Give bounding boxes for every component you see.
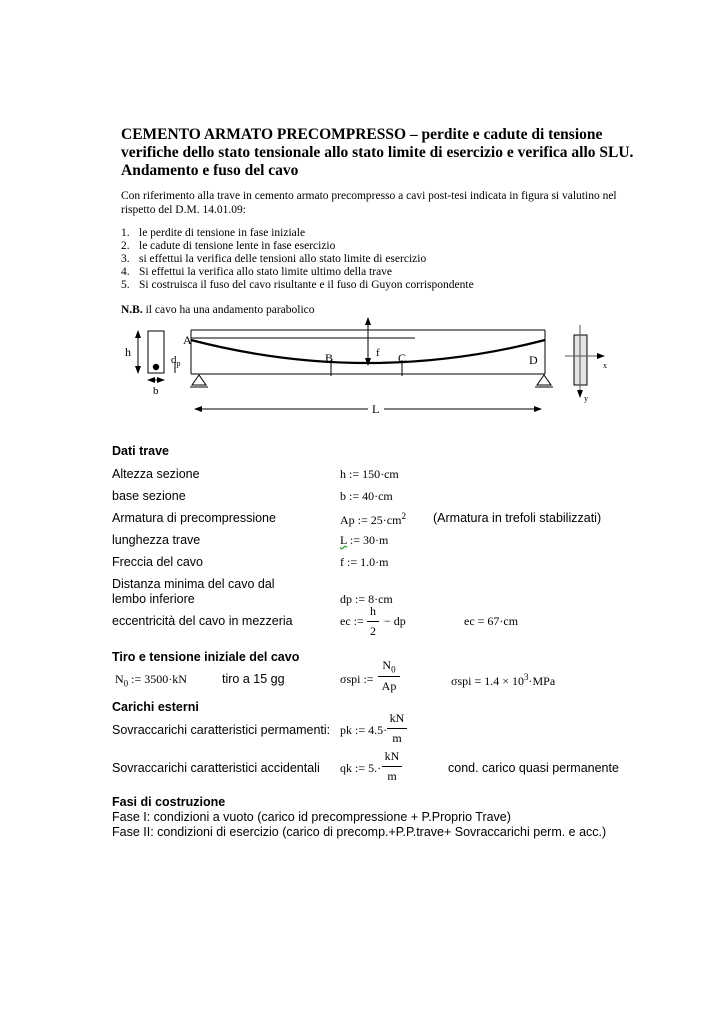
- point-C: C: [398, 351, 407, 365]
- y-label: y: [584, 394, 588, 403]
- eccentricita-fraction: [367, 604, 379, 639]
- altezza-value: h := 150·cm: [340, 467, 399, 481]
- lunghezza-value: L := 30·m: [340, 533, 389, 547]
- intro-line-1: Con riferimento alla trave in cemento armato precompresso a cavi post-tesi indicata in figura si valutino nel: [121, 190, 617, 202]
- task-item: le perdite di tensione in fase iniziale: [139, 227, 306, 239]
- L-label: L: [372, 402, 380, 416]
- task-number: 4.: [121, 266, 130, 278]
- task-item: Si effettui la verifica allo stato limite ultimo della trave: [139, 266, 393, 278]
- freccia-label: Freccia del cavo: [112, 555, 204, 569]
- acc-lhs: qk := 5.·: [340, 761, 382, 775]
- b-label: b: [153, 385, 159, 397]
- fraction-numerator: kN: [384, 749, 400, 763]
- right-support: [537, 375, 551, 385]
- task-item: le cadute di tensione lente in fase esercizio: [139, 240, 336, 252]
- intro-line-2: rispetto del D.M. 14.01.09:: [121, 204, 246, 216]
- tendon-dot: [153, 364, 159, 370]
- distanza-label-2: lembo inferiore: [112, 592, 195, 606]
- fraction-denominator: Ap: [381, 679, 397, 694]
- fasi-heading: Fasi di costruzione: [112, 795, 226, 809]
- armatura-note: (Armatura in trefoli stabilizzati): [433, 511, 602, 525]
- eccentricita-rest: − dp: [384, 614, 406, 628]
- distanza-value: dp := 8·cm: [340, 592, 393, 606]
- h-label: h: [125, 345, 131, 359]
- fraction-denominator: m: [392, 731, 402, 745]
- task-item: si effettui la verifica delle tensioni allo stato limite di esercizio: [139, 253, 427, 265]
- fraction-numerator: kN: [389, 711, 405, 725]
- point-D: D: [529, 353, 538, 367]
- acc-note: cond. carico quasi permanente: [448, 761, 619, 775]
- task-number: 1.: [121, 227, 130, 239]
- perm-lhs: pk := 4.5·: [340, 723, 388, 737]
- title-line-1: CEMENTO ARMATO PRECOMPRESSO – perdite e cadute di tensione: [121, 126, 603, 143]
- lunghezza-label: lunghezza trave: [112, 533, 201, 547]
- beam-figure: [115, 318, 607, 428]
- base-label: base sezione: [112, 489, 186, 503]
- note-bold: N.B.: [121, 304, 143, 316]
- N0-value: $N_0$ := 3500·kN: [115, 672, 187, 689]
- eccentricita-result: ec = 67·cm: [464, 614, 519, 628]
- tiro-label: tiro a 15 gg: [222, 672, 285, 686]
- note-text: il cavo ha una andamento parabolico: [142, 304, 315, 316]
- eccentricita-label: eccentricità del cavo in mezzeria: [112, 614, 293, 628]
- acc-fraction: [382, 749, 402, 784]
- armatura-label: Armatura di precompressione: [112, 511, 276, 525]
- sigma-fraction: [378, 658, 400, 694]
- x-label: x: [603, 361, 607, 370]
- fraction-numerator: h: [370, 604, 376, 618]
- freccia-value: f := 1.0·m: [340, 555, 389, 569]
- perm-fraction: [387, 711, 407, 746]
- sigma-result: $\sigma spi = 1.4 \times 10^3\cdot MPa$: [451, 672, 556, 688]
- perm-label: Sovraccarichi caratteristici permamenti:: [112, 723, 331, 737]
- dp-label: $d_p$: [171, 354, 181, 368]
- task-number: 5.: [121, 279, 130, 291]
- distanza-label-1: Distanza minima del cavo dal: [112, 577, 275, 591]
- fase-2: Fase II: condizioni di esercizio (carico di precomp.+P.P.trave+ Sovraccarichi perm. e acc.): [112, 825, 607, 839]
- fraction-denominator: m: [387, 769, 397, 783]
- note: [121, 304, 315, 316]
- f-label: f: [376, 347, 380, 359]
- title-line-3: Andamento e fuso del cavo: [121, 162, 299, 179]
- tiro-heading: Tiro e tensione iniziale del cavo: [112, 650, 300, 664]
- sigma-lhs: σspi :=: [340, 672, 374, 686]
- fraction-numerator: $N_0$: [382, 658, 396, 675]
- point-A: A: [183, 333, 192, 347]
- title-line-2: verifiche dello stato tensionale allo stato limite di esercizio e verifica allo SLU.: [121, 144, 634, 161]
- point-B: B: [325, 351, 334, 365]
- fase-1: Fase I: condizioni a vuoto (carico id precompressione + P.Proprio Trave): [112, 810, 511, 824]
- altezza-label: Altezza sezione: [112, 467, 200, 481]
- task-number: 2.: [121, 240, 130, 252]
- acc-label: Sovraccarichi caratteristici accidentali: [112, 761, 320, 775]
- carichi-heading: Carichi esterni: [112, 700, 199, 714]
- task-item: Si costruisca il fuso del cavo risultante e il fuso di Guyon corrispondente: [139, 279, 474, 291]
- base-value: b := 40·cm: [340, 489, 393, 503]
- left-support: [192, 375, 206, 385]
- dati-trave-heading: Dati trave: [112, 444, 169, 458]
- eccentricita-lhs: ec :=: [340, 614, 364, 628]
- armatura-value: Ap := $25\cdot cm^2$: [340, 511, 406, 527]
- fraction-denominator: 2: [370, 624, 376, 638]
- task-number: 3.: [121, 253, 130, 265]
